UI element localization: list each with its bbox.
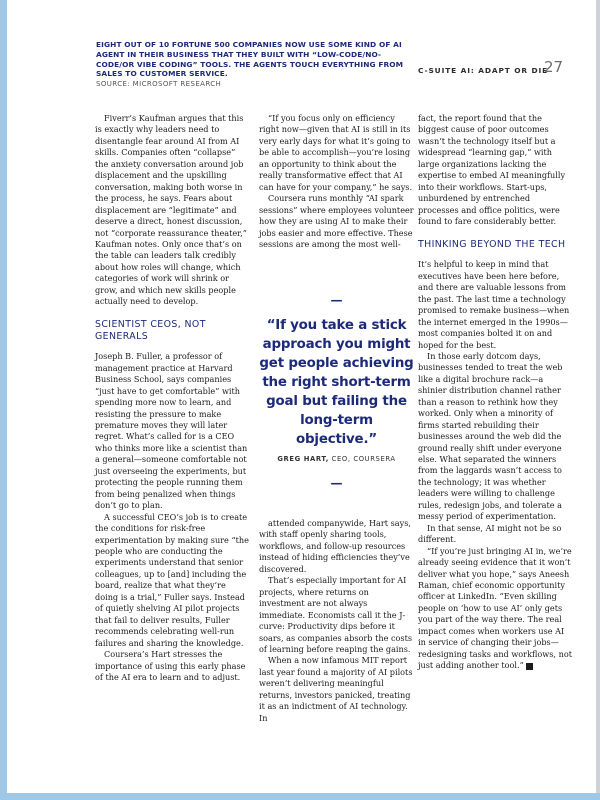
page-edge (596, 0, 600, 800)
paragraph-final (418, 546, 573, 672)
pull-quote (259, 294, 414, 489)
bottom-accent-bar (0, 793, 600, 800)
paragraph: Joseph B. Fuller, a professor of management practice at Harvard Business School, says companies “just have to get comfortable” with spending more now to learn, and resisting the pressure to make premature moves they will later regret. What’s called for is a CEO who thinks more like a scientist than a general—someone comfortable not just overseeing the experiments, but protecting the people running them from being penalized when things don’t go to plan. (95, 351, 248, 511)
paragraph: “If you focus only on efficiency right now—given that AI is still in its very early days for what it’s going to be able to accomplish—you’re losing an opportunity to think about the really transformative effect that AI can have for your company,” he says. (259, 113, 413, 192)
stat-source: SOURCE: MICROSOFT RESEARCH (96, 80, 222, 89)
article-column-2-top (259, 113, 414, 250)
pull-quote-dash-bottom: — (330, 476, 343, 490)
paragraph: It’s helpful to keep in mind that executives have been here before, and there are valuable lessons from the past. The last time a technology promised to remake business—when the internet emerged in the 1990s—most companies bolted it on and hoped for the best. (418, 259, 570, 350)
attribution-title: CEO, COURSERA (331, 455, 396, 463)
paragraph: In that sense, AI might not be so different. (418, 522, 562, 545)
article-column-1 (95, 113, 250, 683)
paragraph: That’s especially important for AI projects, where returns on investment are not always immediate. Economists call it the J-curve: Productivity dips before it soars, as companies absorb the costs of learning before reaping the gains. (259, 575, 413, 654)
article-column-2-bottom (259, 518, 414, 724)
pull-quote-text: “If you take a stick approach you might get people achieving the right short-term goal but failing the long-term objective.” (259, 318, 414, 447)
subhead-thinking-beyond: THINKING BEYOND THE TECH (418, 238, 566, 250)
paragraph: Fiverr’s Kaufman argues that this is exactly why leaders need to disentangle fear around AI from AI skills. Companies often “collapse” the anxiety conversation around job displacement and the upskilling conversation, making both worse in the process, he says. Fears about displacement are “legitimate” and deserve a direct, honest discussion, not “corporate reassurance theater,” Kaufman notes. Only once that’s on the table can leaders talk credibly about how roles will change, which categories of work will shrink or grow, and which new skills people actually need to develop. (95, 113, 247, 307)
attribution-name: GREG HART, (277, 455, 329, 463)
paragraph: attended companywide, Hart says, with staff openly sharing tools, workflows, and follow-up resources instead of hiding efficiencies they’ve discovered. (259, 518, 411, 574)
subhead-scientist-ceos: SCIENTIST CEOS, NOT GENERALS (95, 318, 206, 342)
page-number: 27 (544, 58, 564, 76)
paragraph: A successful CEO’s job is to create the conditions for risk-free experimentation by making sure “the people who are conducting the experiments understand that senior colleagues, up to [and] including the board, realize that what they’re doing is a trial,” Fuller says. Instead of quietly shelving AI pilot projects that fail to deliver results, Fuller recommends celebrating well-run failures and sharing the knowledge. (95, 511, 249, 648)
left-accent-bar (0, 0, 7, 800)
article-column-3 (418, 113, 573, 672)
stat-callout (96, 40, 416, 89)
paragraph: Coursera runs monthly “AI spark sessions” where employees volunteer how they are using AI to make their jobs easier and more effective. These sessions are among the most well- (259, 193, 414, 249)
end-mark-icon: F (526, 663, 533, 670)
pull-quote-dash-top: — (330, 293, 343, 307)
section-title: C-SUITE AI: ADAPT OR DIE (418, 66, 549, 75)
final-paragraph-text: “If you’re just bringing AI in, we’re already seeing evidence that it won’t deliver what you hope,” says Aneesh Raman, chief economic opportunity officer at LinkedIn. “Even skilling people on ‘how to use AI’ only gets you part of the way there. The real impact comes when workers use AI in service of changing their jobs—redesigning tasks and workflows, not just adding another tool.” (418, 545, 572, 671)
paragraph: In those early dotcom days, businesses tended to treat the web like a digital brochure rack—a shinier distribution channel rather than a reason to rethink how they worked. Only when a minority of firms started rebuilding their businesses around the web did the ground really shift under everyone else. What separated the winners from the laggards wasn’t access to the technology; it was whether leaders were willing to challenge rules, redesign jobs, and tolerate a messy period of experimentation. (418, 350, 563, 522)
paragraph: When a now infamous MIT report last year found a majority of AI pilots weren’t delivering meaningful returns, investors panicked, treating it as an indictment of AI technology. In (259, 655, 413, 723)
paragraph: Coursera’s Hart stresses the importance of using this early phase of the AI era to learn and to adjust. (95, 649, 246, 682)
pull-quote-attribution (259, 455, 414, 463)
stat-text: EIGHT OUT OF 10 FORTUNE 500 COMPANIES NOW USE SOME KIND OF AI AGENT IN THEIR BUSINESS THAT THEY BUILT WITH “LOW-CODE/NO-CODE/OR VIBE CODING” TOOLS. THE AGENTS TOUCH EVERYTHING FROM SALES TO CUSTOMER SERVICE. (96, 40, 404, 79)
paragraph: fact, the report found that the biggest cause of poor outcomes wasn’t the technology itself but a widespread “learning gap,” with large organizations lacking the expertise to embed AI meaningfully into their workflows. Start-ups, unburdened by entrenched processes and office politics, were found to fare considerably better. (418, 113, 566, 227)
